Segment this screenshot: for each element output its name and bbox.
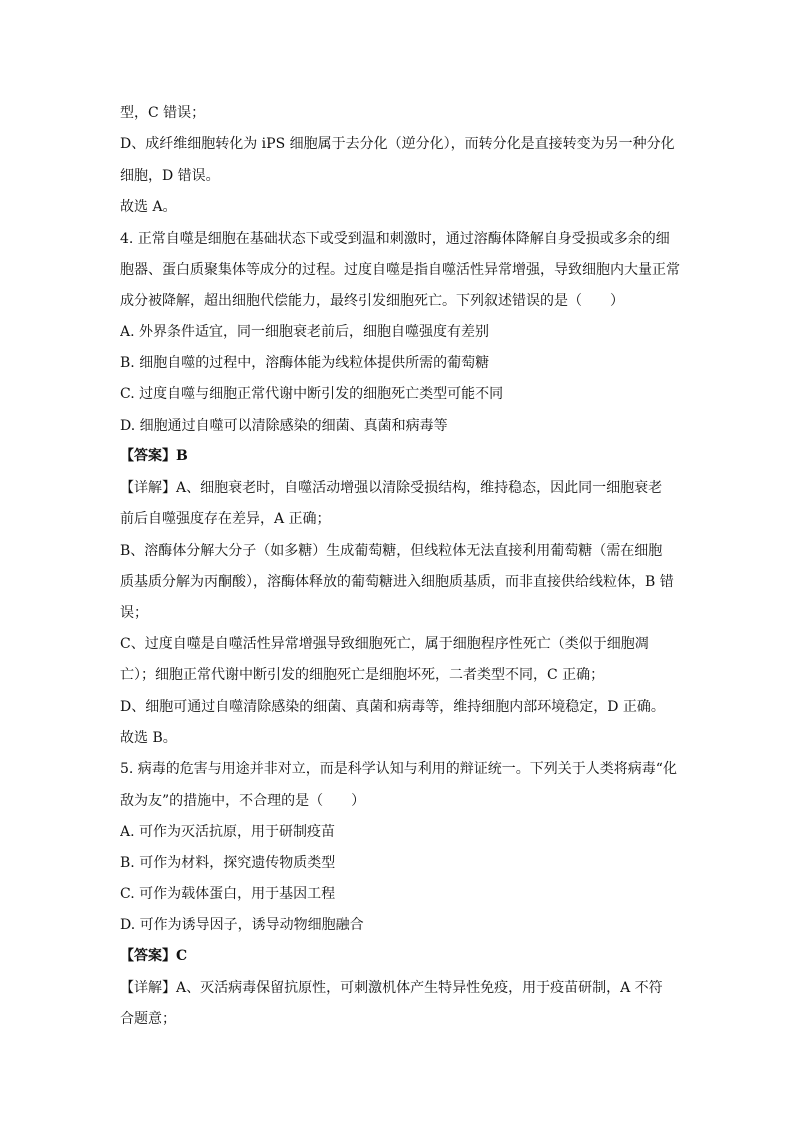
question-4-option-c: C. 过度自噬与细胞正常代谢中断引发的细胞死亡类型可能不同 <box>120 386 504 402</box>
question-4-option-b: B. 细胞自噬的过程中，溶酶体能为线粒体提供所需的葡萄糖 <box>120 355 490 371</box>
question-4-explanation: 【详解】A、细胞衰老时，自噬活动增强以清除受损结构，维持稳态，因此同一细胞衰老 <box>120 480 663 496</box>
text-line: B、溶酶体分解大分子（如多糖）生成葡萄糖，但线粒体无法直接利用葡萄糖（需在细胞 <box>120 543 663 559</box>
question-4-stem: 4. 正常自噬是细胞在基础状态下或受到温和刺激时，通过溶酶体降解自身受损或多余的细 <box>120 231 670 247</box>
text-line: 亡）；细胞正常代谢中断引发的细胞死亡是细胞坏死，二者类型不同，C 正确； <box>120 667 605 683</box>
text-line: 前后自噬强度存在差异，A 正确； <box>120 511 331 527</box>
text-line: 型，C 错误； <box>120 105 206 121</box>
text-line: 误； <box>120 605 148 621</box>
text-line: 故选 A。 <box>120 199 177 215</box>
text-line: D、细胞可通过自噬清除感染的细菌、真菌和病毒等，维持细胞内部环境稳定，D 正确。 <box>120 699 665 715</box>
question-4-answer: 【答案】B <box>120 448 188 464</box>
text-line: 胞器、蛋白质聚集体等成分的过程。过度自噬是指自噬活性异常增强，导致细胞内大量正常 <box>120 262 680 278</box>
question-5-explanation: 【详解】A、灭活病毒保留抗原性，可刺激机体产生特异性免疫，用于疫苗研制，A 不符 <box>120 980 663 996</box>
text-line: 故选 B。 <box>120 730 177 746</box>
text-line: 敌为友”的措施中，不合理的是（ ） <box>120 793 366 809</box>
question-5-answer: 【答案】C <box>120 948 188 964</box>
question-5-option-c: C. 可作为载体蛋白，用于基因工程 <box>120 886 336 902</box>
text-line: 合题意； <box>120 1011 176 1027</box>
question-5-option-a: A. 可作为灭活抗原，用于研制疫苗 <box>120 824 336 840</box>
text-line: D、成纤维细胞转化为 iPS 细胞属于去分化（逆分化），而转分化是直接转变为另一种分化 <box>120 136 675 152</box>
text-line: 细胞，D 错误。 <box>120 168 220 184</box>
question-5-stem: 5. 病毒的危害与用途并非对立，而是科学认知与利用的辩证统一。下列关于人类将病毒“化 <box>120 761 677 777</box>
question-5-option-d: D. 可作为诱导因子，诱导动物细胞融合 <box>120 917 364 933</box>
text-line: 质基质分解为丙酮酸），溶酶体释放的葡萄糖进入细胞质基质，而非直接供给线粒体，B 错 <box>120 574 674 590</box>
question-4-option-a: A. 外界条件适宜，同一细胞衰老前后，细胞自噬强度有差别 <box>120 324 490 340</box>
text-line: C、过度自噬是自噬活性异常增强导致细胞死亡，属于细胞程序性死亡（类似于细胞凋 <box>120 636 649 652</box>
question-5-option-b: B. 可作为材料，探究遗传物质类型 <box>120 855 336 871</box>
text-line: 成分被降解，超出细胞代偿能力，最终引发细胞死亡。下列叙述错误的是（ ） <box>120 293 624 309</box>
question-4-option-d: D. 细胞通过自噬可以清除感染的细菌、真菌和病毒等 <box>120 418 448 434</box>
